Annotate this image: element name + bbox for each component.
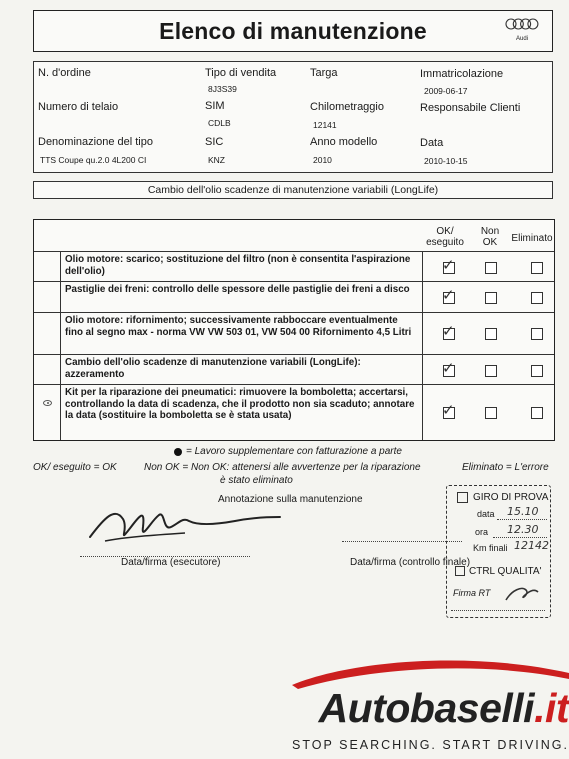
type-name-label: Denominazione del tipo bbox=[38, 136, 153, 148]
not-ok-checkbox[interactable] bbox=[485, 262, 497, 274]
checkmark-icon: ✓ bbox=[442, 402, 455, 419]
stamp-date-label: data bbox=[477, 509, 495, 519]
date-label: Data bbox=[420, 137, 444, 149]
task-table bbox=[33, 219, 555, 441]
mileage-label: Chilometraggio bbox=[310, 101, 384, 113]
task-description: Kit per la riparazione dei pneumatici: rimuovere la bomboletta; accertarsi, controllando la data di scadenza, che il prodotto non sia scaduto; annotare la data (sostituire la bomboletta se è stata usata) bbox=[61, 385, 423, 440]
eliminated-checkbox[interactable] bbox=[531, 262, 543, 274]
brand-label: Audi bbox=[515, 36, 528, 42]
task-row bbox=[34, 384, 554, 440]
not-ok-checkbox[interactable] bbox=[485, 407, 497, 419]
stamp-time-label: ora bbox=[475, 527, 489, 537]
column-not-ok: Non OK bbox=[480, 226, 500, 248]
audi-logo bbox=[502, 17, 542, 42]
not-ok-definition-cont: è stato eliminato bbox=[220, 475, 293, 486]
task-row bbox=[34, 281, 554, 312]
extra-work-dot-icon bbox=[174, 448, 182, 456]
title-box bbox=[33, 10, 553, 52]
watermark-logo bbox=[262, 685, 569, 732]
service-subtitle: Cambio dell'olio scadenze di manutenzione variabili (LongLife) bbox=[33, 181, 553, 199]
annotation-label: Annotazione sulla manutenzione bbox=[218, 494, 363, 505]
task-row bbox=[34, 251, 554, 281]
sale-type-value: 8J3S39 bbox=[208, 84, 237, 94]
stamp-signature-line bbox=[451, 610, 545, 611]
extra-work-cell bbox=[34, 313, 61, 354]
stamp-time-line bbox=[493, 537, 547, 538]
ok-checkbox[interactable] bbox=[442, 402, 455, 419]
test-drive-stamp bbox=[446, 485, 551, 618]
checkmark-icon: ✓ bbox=[442, 323, 455, 340]
eliminated-checkbox[interactable] bbox=[531, 292, 543, 304]
column-eliminated: Eliminato bbox=[511, 233, 553, 244]
stamp-quality-checkbox-icon bbox=[455, 566, 465, 576]
ok-checkbox[interactable] bbox=[442, 360, 455, 377]
stamp-checkbox-icon bbox=[457, 492, 468, 503]
extra-work-cell bbox=[34, 282, 61, 312]
eliminated-checkbox[interactable] bbox=[531, 365, 543, 377]
date-value: 2010-10-15 bbox=[424, 156, 468, 166]
responsible-label: Responsabile Clienti bbox=[420, 102, 521, 114]
checkmark-icon: ✓ bbox=[442, 257, 455, 274]
extra-work-cell bbox=[34, 355, 61, 384]
column-ok: OK/ eseguito bbox=[426, 226, 464, 248]
task-row bbox=[34, 354, 554, 384]
task-row bbox=[34, 312, 554, 354]
vehicle-info-table bbox=[33, 61, 553, 173]
stamp-km-label: Km finali bbox=[473, 543, 508, 553]
plate-label: Targa bbox=[310, 67, 338, 79]
ok-checkbox[interactable] bbox=[442, 257, 455, 274]
page-title: Elenco di manutenzione bbox=[159, 18, 427, 44]
eliminated-definition: Eliminato = L'errore bbox=[462, 462, 549, 473]
ok-checkbox[interactable] bbox=[442, 287, 455, 304]
quality-control-label: CTRL QUALITA' bbox=[469, 566, 542, 577]
model-year-value: 2010 bbox=[313, 155, 332, 165]
stamp-date-handwritten: 15.10 bbox=[507, 505, 539, 518]
task-description: Olio motore: rifornimento; successivamente rabboccare eventualmente fino al segno max - norma VW VW 503 01, VW 504 00 Rifornimento 4,5 Litri bbox=[61, 313, 423, 354]
executor-signature bbox=[85, 497, 285, 562]
registration-label: Immatricolazione bbox=[420, 68, 504, 80]
extra-work-legend: = Lavoro supplementare con fatturazione a parte bbox=[186, 446, 402, 457]
ok-definition: OK/ eseguito = OK bbox=[33, 462, 117, 473]
checkmark-icon: ✓ bbox=[442, 287, 455, 304]
not-ok-checkbox[interactable] bbox=[485, 328, 497, 340]
stamp-km-handwritten: 12142 bbox=[514, 539, 549, 552]
final-check-sign-label: Data/firma (controllo finale) bbox=[350, 557, 471, 568]
checkmark-icon: ✓ bbox=[442, 360, 455, 377]
watermark-domain: .it bbox=[534, 685, 569, 731]
audi-rings-icon bbox=[505, 18, 539, 30]
test-drive-label: GIRO DI PROVA bbox=[473, 492, 549, 503]
sic-value: KNZ bbox=[208, 155, 225, 165]
sim-label: SIM bbox=[205, 100, 225, 112]
stamp-signature-label: Firma RT bbox=[453, 588, 491, 598]
final-sign-line bbox=[342, 541, 462, 542]
stamp-time-handwritten: 12.30 bbox=[507, 523, 539, 536]
executor-sign-label: Data/firma (esecutore) bbox=[121, 557, 221, 568]
stamp-date-line bbox=[497, 519, 547, 520]
sale-type-label: Tipo di vendita bbox=[205, 67, 277, 79]
extra-work-cell bbox=[34, 385, 61, 440]
extra-work-bullet-icon bbox=[43, 400, 52, 406]
not-ok-definition: Non OK = Non OK: attenersi alle avvertenze per la riparazione bbox=[144, 462, 421, 473]
model-year-label: Anno modello bbox=[310, 136, 378, 148]
watermark-name: Autobaselli bbox=[318, 685, 535, 731]
stamp-signature-mark bbox=[502, 582, 542, 604]
type-name-value: TTS Coupe qu.2.0 4L200 CI bbox=[40, 155, 147, 165]
watermark-slogan: STOP SEARCHING. START DRIVING. bbox=[292, 738, 569, 752]
not-ok-checkbox[interactable] bbox=[485, 365, 497, 377]
mileage-value: 12141 bbox=[313, 120, 337, 130]
registration-value: 2009-06-17 bbox=[424, 86, 468, 96]
extra-work-cell bbox=[34, 252, 61, 281]
sim-value: CDLB bbox=[208, 118, 231, 128]
sic-label: SIC bbox=[205, 136, 224, 148]
task-description: Olio motore: scarico; sostituzione del filtro (non è consentita l'aspirazione dell'olio) bbox=[61, 252, 423, 281]
task-description: Pastiglie dei freni: controllo delle spessore delle pastiglie dei freni a disco bbox=[61, 282, 423, 312]
not-ok-checkbox[interactable] bbox=[485, 292, 497, 304]
vin-label: Numero di telaio bbox=[38, 101, 119, 113]
eliminated-checkbox[interactable] bbox=[531, 407, 543, 419]
task-description: Cambio dell'olio scadenze di manutenzione variabili (LongLife): azzeramento bbox=[61, 355, 423, 384]
eliminated-checkbox[interactable] bbox=[531, 328, 543, 340]
ok-checkbox[interactable] bbox=[442, 323, 455, 340]
order-no-label: N. d'ordine bbox=[38, 67, 91, 79]
